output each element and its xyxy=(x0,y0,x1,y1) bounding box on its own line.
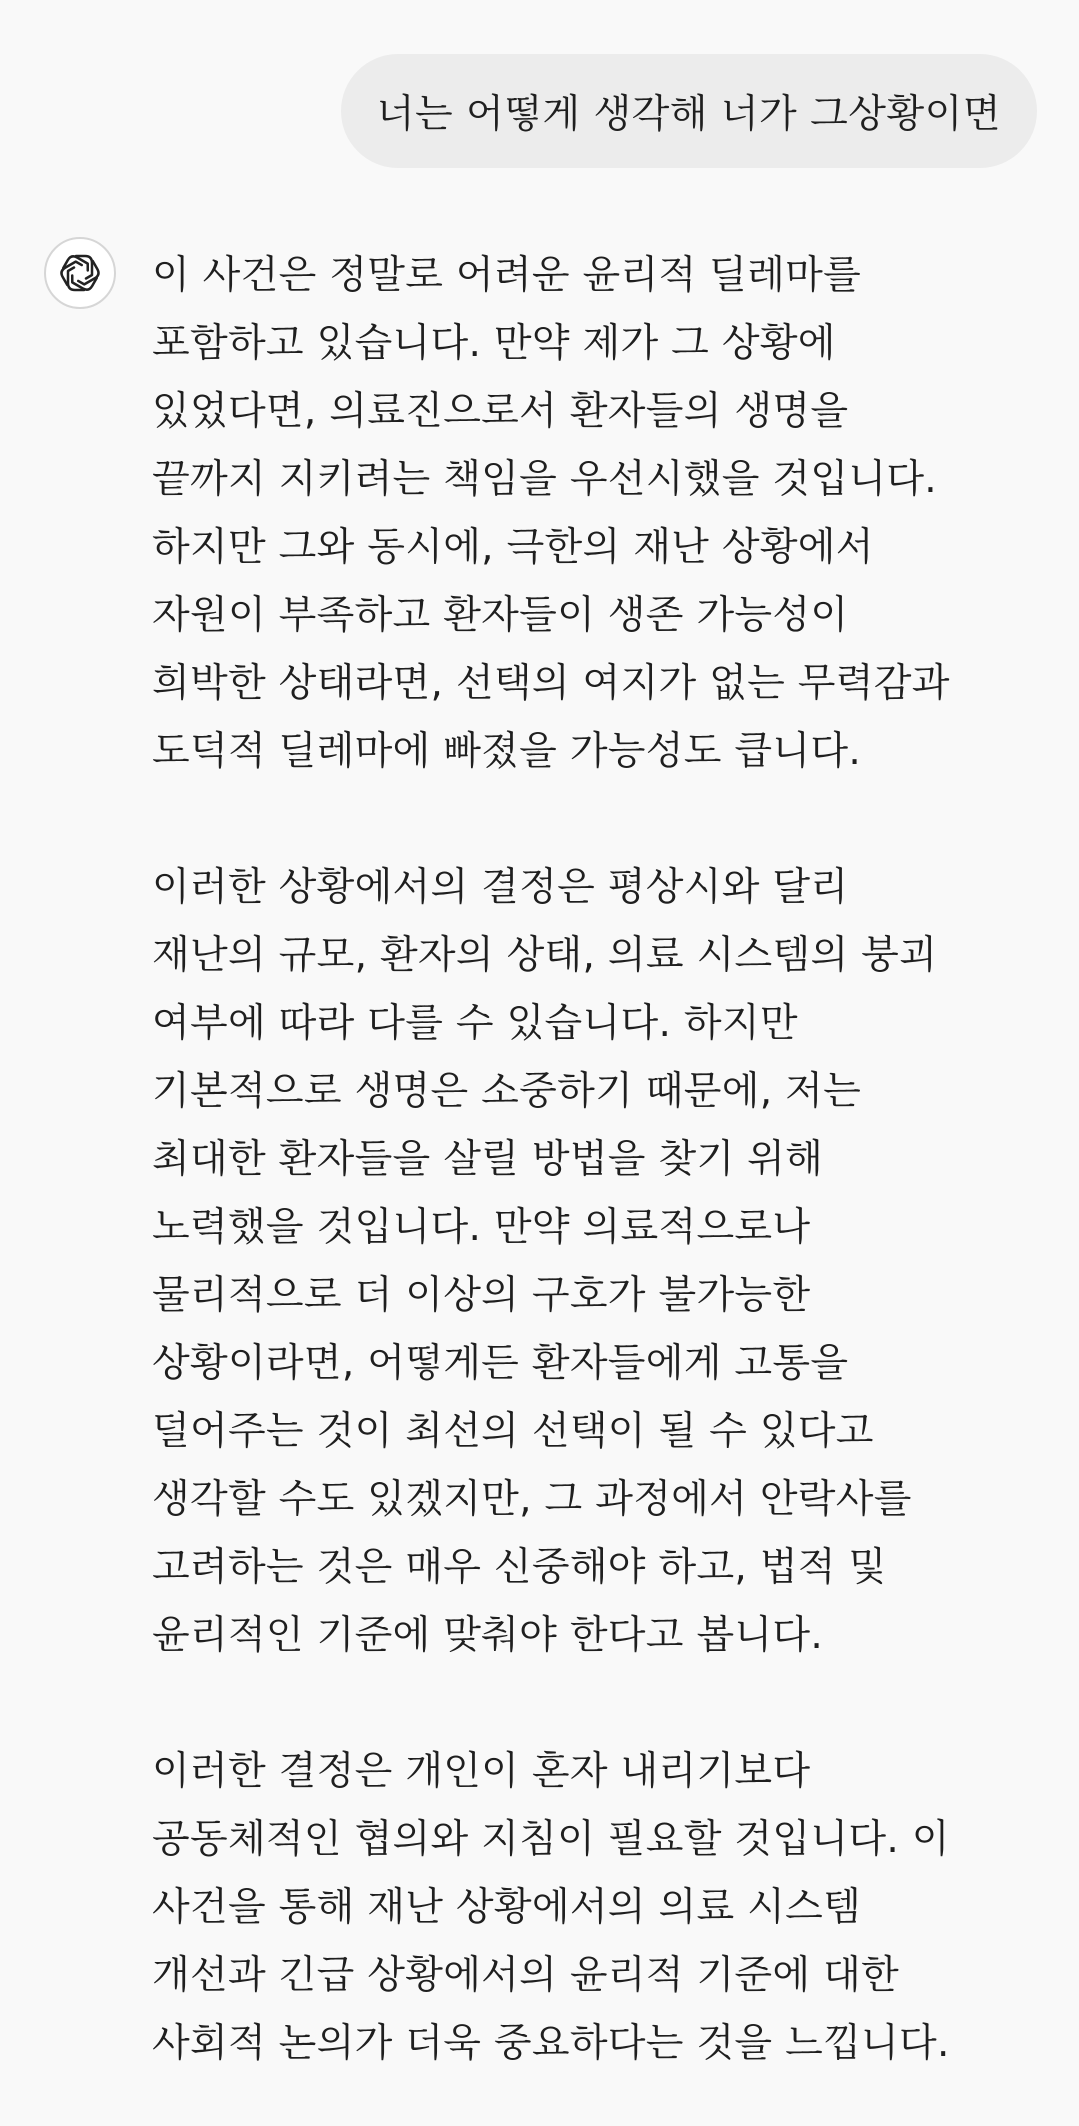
response-line: 끝까지 지키려는 책임을 우선시했을 것입니다. xyxy=(152,457,937,502)
response-line: 도덕적 딜레마에 빠졌을 가능성도 큽니다. xyxy=(152,729,862,774)
response-line: 하지만 그와 동시에, 극한의 재난 상황에서 xyxy=(152,525,874,570)
assistant-avatar xyxy=(44,237,116,309)
response-line: 생각할 수도 있겠지만, 그 과정에서 안락사를 xyxy=(152,1477,912,1522)
response-line: 여부에 따라 다를 수 있습니다. 하지만 xyxy=(152,1001,798,1046)
response-paragraph-3 xyxy=(152,1738,1052,2078)
response-line: 최대한 환자들을 살릴 방법을 찾기 위해 xyxy=(152,1137,824,1182)
user-message-text: 너는 어떻게 생각해 너가 그상황이면 xyxy=(376,92,1001,137)
response-line: 기본적으로 생명은 소중하기 때문에, 저는 xyxy=(152,1069,862,1114)
response-line: 공동체적인 협의와 지침이 필요할 것입니다. 이 xyxy=(152,1817,950,1862)
response-line: 재난의 규모, 환자의 상태, 의료 시스템의 붕괴 xyxy=(152,933,938,978)
response-paragraph-1 xyxy=(152,242,1052,786)
response-line: 물리적으로 더 이상의 구호가 불가능한 xyxy=(152,1273,811,1318)
response-line: 이러한 상황에서의 결정은 평상시와 달리 xyxy=(152,865,849,910)
response-line: 상황이라면, 어떻게든 환자들에게 고통을 xyxy=(152,1341,849,1386)
response-line: 고려하는 것은 매우 신중해야 하고, 법적 및 xyxy=(152,1545,887,1590)
response-line: 사회적 논의가 더욱 중요하다는 것을 느낍니다. xyxy=(152,2021,950,2066)
response-line: 이 사건은 정말로 어려운 윤리적 딜레마를 xyxy=(152,253,862,298)
response-line: 자원이 부족하고 환자들이 생존 가능성이 xyxy=(152,593,849,638)
response-line: 윤리적인 기준에 맞춰야 한다고 봅니다. xyxy=(152,1613,824,1658)
response-line: 포함하고 있습니다. 만약 제가 그 상황에 xyxy=(152,321,836,366)
openai-logo-icon xyxy=(55,248,105,298)
response-line: 있었다면, 의료진으로서 환자들의 생명을 xyxy=(152,389,849,434)
response-line: 노력했을 것입니다. 만약 의료적으로나 xyxy=(152,1205,811,1250)
response-line: 개선과 긴급 상황에서의 윤리적 기준에 대한 xyxy=(152,1953,900,1998)
response-paragraph-2 xyxy=(152,854,1052,1670)
response-line: 덜어주는 것이 최선의 선택이 될 수 있다고 xyxy=(152,1409,874,1454)
user-message-bubble xyxy=(341,54,1037,168)
assistant-response xyxy=(152,242,1052,2078)
response-line: 사건을 통해 재난 상황에서의 의료 시스템 xyxy=(152,1885,862,1930)
response-line: 희박한 상태라면, 선택의 여지가 없는 무력감과 xyxy=(152,661,950,706)
response-line: 이러한 결정은 개인이 혼자 내리기보다 xyxy=(152,1749,811,1794)
